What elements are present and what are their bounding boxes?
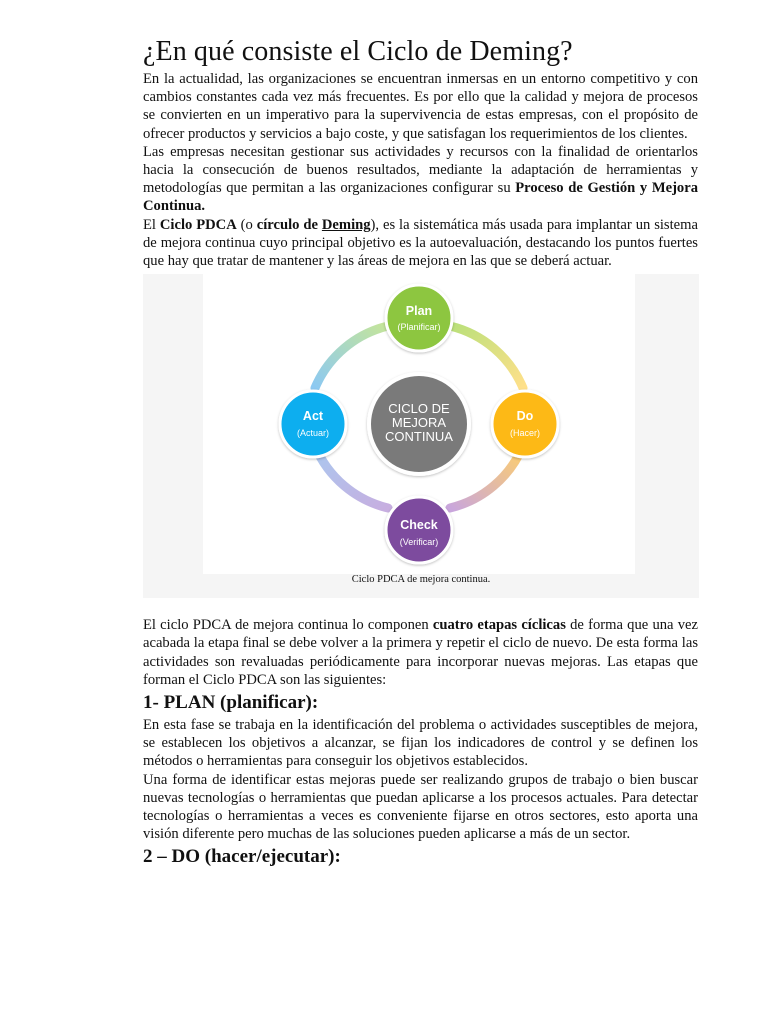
do-label: Do — [516, 409, 534, 424]
p4-text-a: El ciclo PDCA de mejora continua lo componen — [143, 617, 433, 634]
check-label: Check — [400, 518, 438, 533]
do-sub: (Hacer) — [509, 428, 541, 439]
act-label: Act — [302, 409, 324, 424]
spacer — [143, 598, 698, 616]
act-node — [280, 391, 346, 457]
p3-bold-circulo: círculo de — [256, 216, 322, 233]
p3-text-a: El — [143, 216, 160, 233]
center-circle — [369, 374, 469, 474]
plan-paragraph-2: Una forma de identificar estas mejoras puede ser realizando grupos de trabajo o bien buscar nuevas tecnologías o herramientas que puedan aplicarse a los procesos actuales. Para detectar tecnologías o herramientas a veces es conveniente fijarse en otros sectores, esto aporta una visión diferente pero muchas de las soluciones pueden aplicarse a más de un sector. — [143, 771, 698, 843]
page-title: ¿En qué consiste el Ciclo de Deming? — [143, 36, 573, 67]
p3-text-d: ), es la sistemática más usada para implantar un sistema de mejora continua cuyo principal objetivo es la autoevaluación, destacando los puntos fuertes que hay que tratar de mantener y las áreas de mejora en las que se deberá actuar. — [143, 216, 698, 270]
figure-caption: Ciclo PDCA de mejora continua. — [351, 574, 491, 586]
check-sub: (Verificar) — [399, 537, 439, 548]
pdca-figure — [143, 274, 699, 598]
intro-paragraph-2-bold: Proceso de Gestión y Mejora Continua. — [143, 180, 698, 215]
heading-do: 2 – DO (hacer/ejecutar): — [143, 846, 341, 868]
check-node — [386, 497, 452, 563]
intro-paragraph-3 — [143, 216, 698, 271]
intro-paragraph-2-text: Las empresas necesitan gestionar sus actividades y recursos con la finalidad de orientarlos hacia la consecución de buenos resultados, mediante la adaptación de herramientas y metodologías que permitan a las organizaciones configurar su — [143, 143, 698, 197]
center-label-2: MEJORA — [391, 415, 447, 431]
plan-node — [386, 285, 452, 351]
pdca-diagram-area — [203, 274, 635, 574]
plan-paragraph-1: En esta fase se trabaja en la identificación del problema o actividades susceptibles de mejora, se establecen los objetivos a alcanzar, se fijan los indicadores de control y se definen los métodos o herramientas para conseguir los objetivos establecidos. — [143, 717, 698, 770]
document-page — [143, 36, 698, 870]
do-node — [492, 391, 558, 457]
center-label-3: CONTINUA — [385, 429, 453, 445]
intro-paragraph-2 — [143, 143, 698, 216]
body-paragraph-1 — [143, 616, 698, 689]
deming-link[interactable]: Deming — [321, 216, 371, 233]
center-label-1: CICLO DE — [388, 401, 450, 417]
p4-text-b: de forma que una vez acabada la etapa final se debe volver a la primera y repetir el ciclo de nuevo. De esta forma las actividades son revaluadas periódicamente para incorporar nuevas mejoras. Las etapas que forman el Ciclo PDCA son las siguientes: — [143, 617, 698, 688]
intro-paragraph-1: En la actualidad, las organizaciones se encuentran inmersas en un entorno competitivo y con cambios constantes cada vez más frecuentes. Es por ello que la calidad y mejora de procesos se convierten en un imperativo para la supervivencia de estas empresas, con el propósito de ofrecer productos y servicios a bajo coste, y que satisfagan los requerimientos de los clientes. — [143, 71, 698, 142]
p4-bold: cuatro etapas cíclicas — [432, 617, 566, 634]
arc-act-plan — [315, 326, 388, 388]
plan-label: Plan — [405, 304, 433, 319]
p3-bold-ciclo: Ciclo PDCA — [159, 216, 237, 233]
heading-plan: 1- PLAN (planificar): — [143, 692, 319, 714]
plan-sub: (Planificar) — [397, 322, 441, 333]
pdca-diagram — [203, 274, 635, 574]
p3-text-c: (o — [236, 216, 257, 233]
act-sub: (Actuar) — [296, 428, 330, 439]
arc-plan-do — [450, 326, 523, 388]
